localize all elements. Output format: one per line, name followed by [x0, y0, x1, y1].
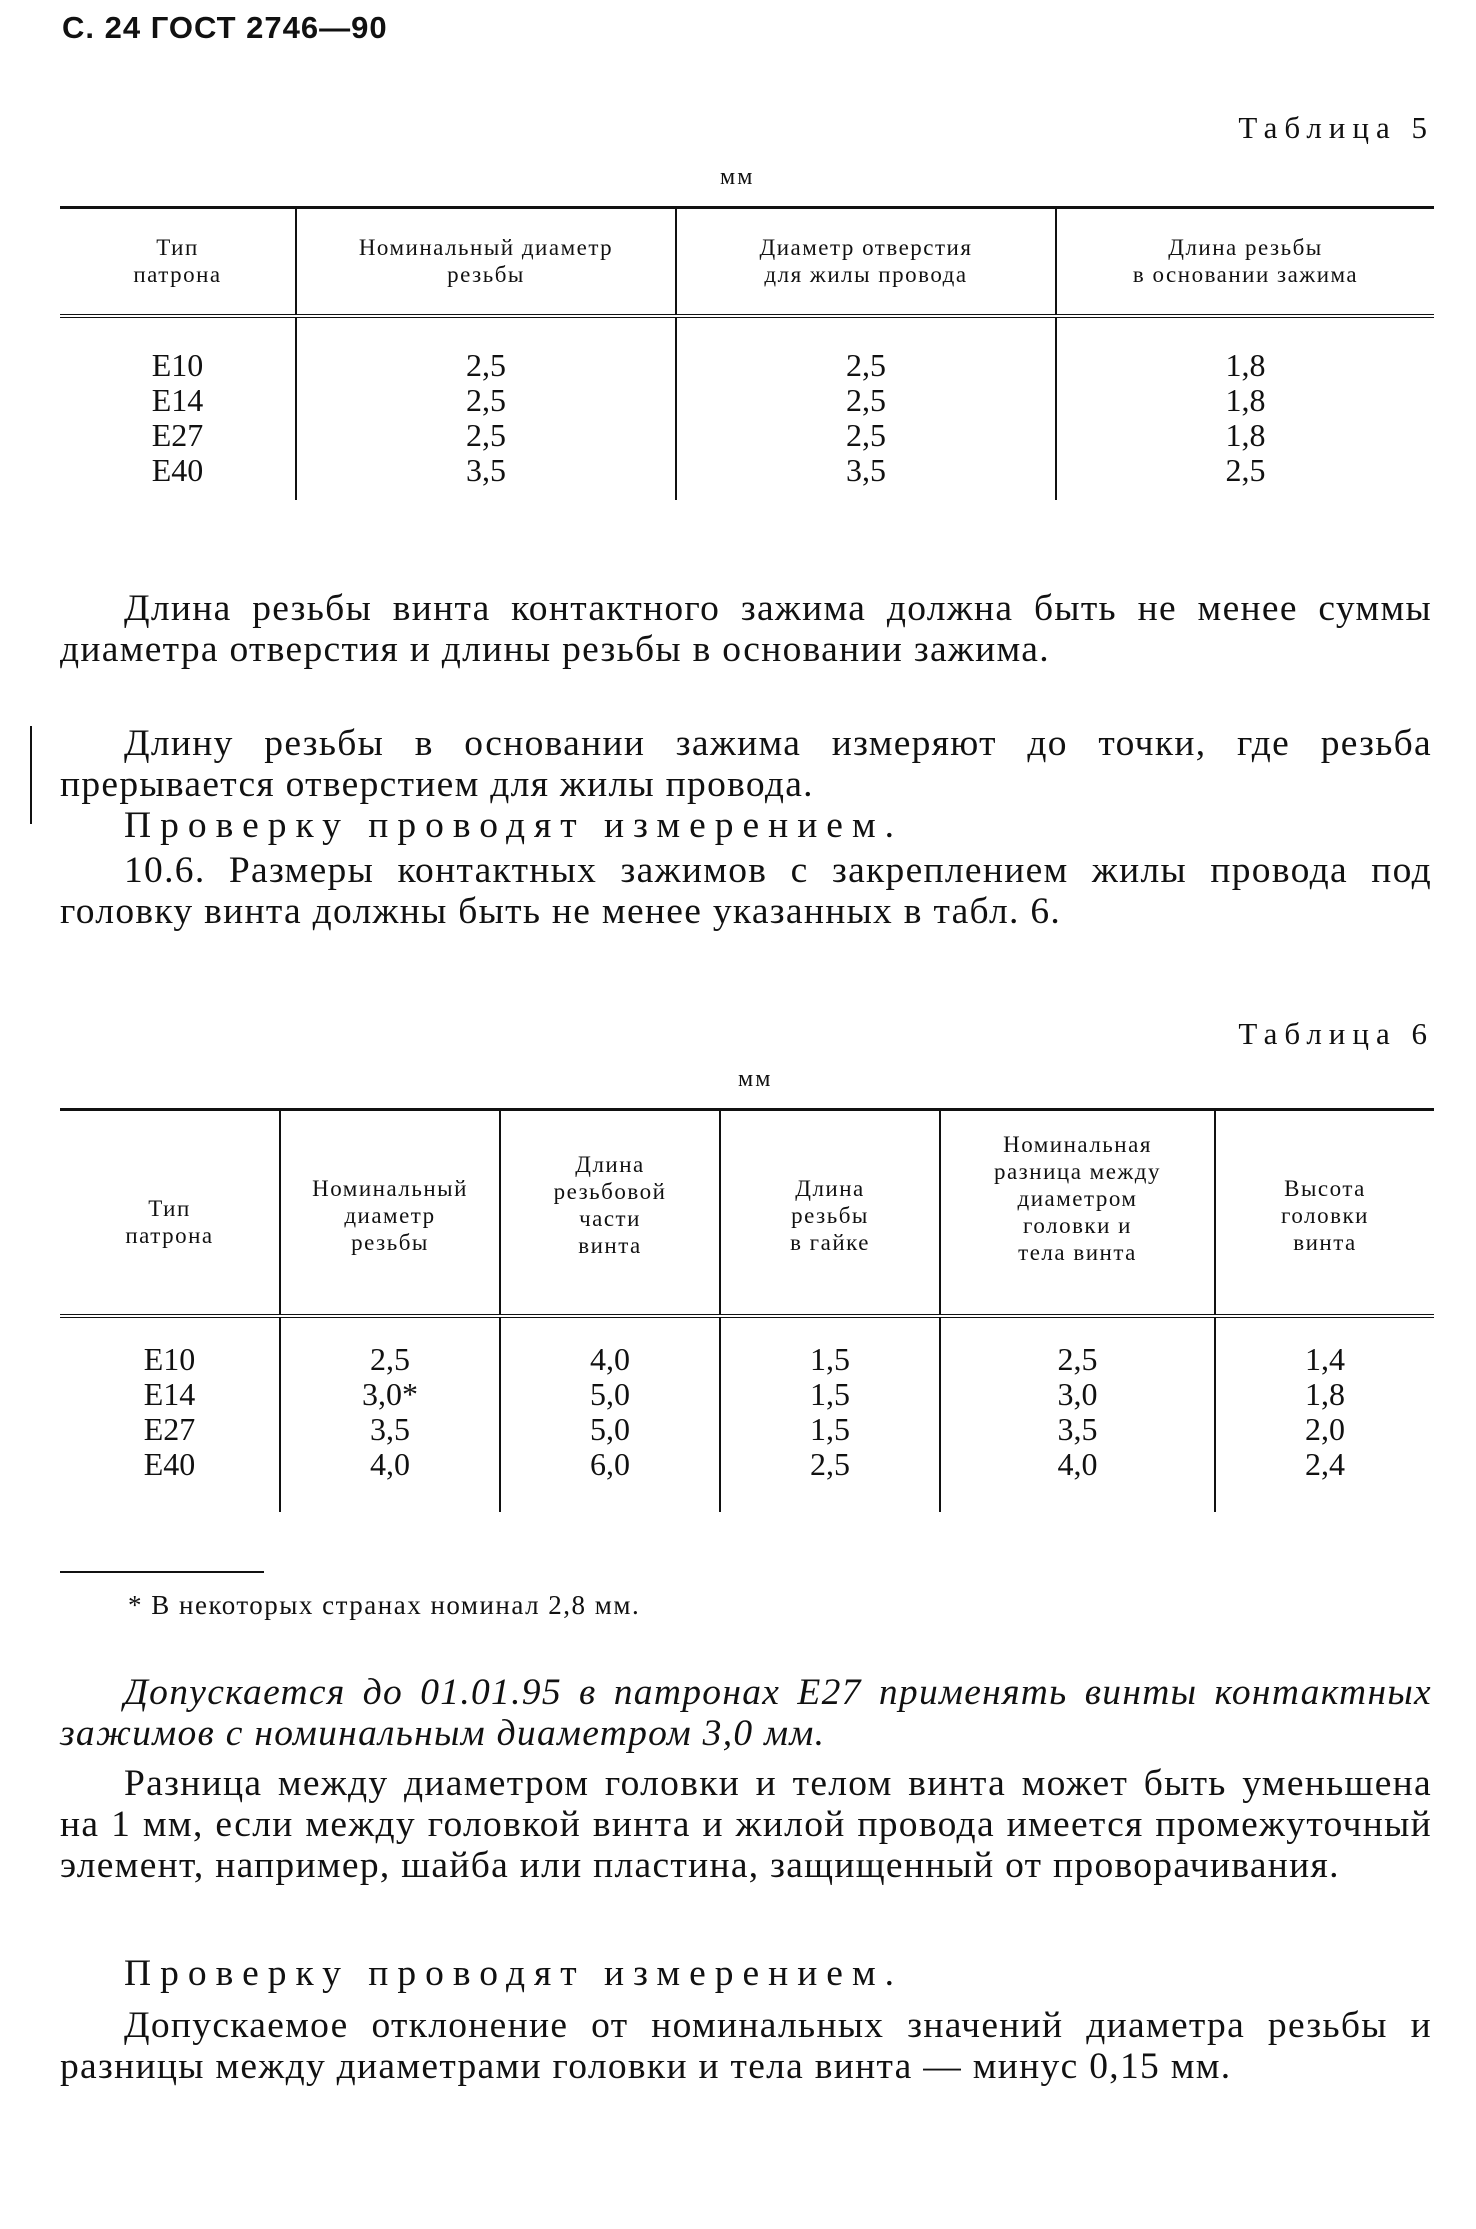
header-line: в гайке — [790, 1230, 870, 1255]
header-line: Диаметр отверстия — [759, 235, 973, 261]
table5-hole-diameter-column — [676, 316, 1056, 500]
table-cell: 3,0 — [1057, 1375, 1098, 1412]
header-line: Длина резьбы — [1168, 235, 1323, 261]
table-cell: 3,0* — [362, 1375, 418, 1412]
paragraph: Допускаемое отклонение от номинальных значений диаметра резьбы и разницы между диаметрами головки и тела винта — минус 0,15 мм. — [60, 2005, 1432, 2087]
table-cell: E10 — [151, 346, 204, 383]
table-cell: 1,8 — [1225, 346, 1266, 383]
table6-caption: Таблица 6 — [1238, 1016, 1434, 1051]
table-cell: 5,0 — [590, 1410, 630, 1447]
table-cell: 1,5 — [810, 1340, 850, 1377]
table-cell: E40 — [143, 1445, 196, 1482]
table-cell: 2,5 — [846, 416, 886, 453]
header-line: Тип — [148, 1196, 191, 1221]
table-cell: 1,8 — [1225, 381, 1266, 418]
table-cell: 4,0 — [590, 1340, 630, 1377]
header-line: резьбы — [351, 1230, 429, 1255]
table5-thread-diameter-column — [296, 316, 676, 500]
table-cell: 1,5 — [810, 1410, 850, 1447]
paragraph-clause-10-6: 10.6. Размеры контактных зажимов с закреплением жилы провода под головку винта должны быть не менее указанных в табл. 6. — [60, 850, 1432, 932]
table-cell: 1,8 — [1305, 1375, 1345, 1412]
table5-unit: мм — [720, 164, 755, 190]
table-cell: 6,0 — [590, 1445, 630, 1482]
table-cell: 2,5 — [846, 346, 886, 383]
table-cell: 2,4 — [1305, 1445, 1345, 1482]
header-line: Длина — [795, 1176, 865, 1201]
table6-type-column — [60, 1316, 280, 1512]
table6-threaded-part-length-column — [500, 1316, 720, 1512]
table-cell: 3,5 — [370, 1410, 410, 1447]
table-cell: 2,5 — [1057, 1340, 1098, 1377]
paragraph-italic-note: Допускается до 01.01.95 в патронах E27 применять винты контактных зажимов с номинальным диаметром 3,0 мм. — [60, 1672, 1432, 1754]
table-cell: 2,5 — [1225, 451, 1266, 488]
header-line: для жилы провода — [764, 262, 968, 288]
table-cell: 3,5 — [466, 451, 506, 488]
header-line: диаметр — [344, 1203, 436, 1228]
table6-head-body-difference-column — [940, 1316, 1215, 1512]
table-cell: 5,0 — [590, 1375, 630, 1412]
table6-thread-diameter-column — [280, 1316, 500, 1512]
table6-unit: мм — [738, 1066, 773, 1092]
header-line: резьбовой — [553, 1179, 667, 1204]
paragraph: Длина резьбы винта контактного зажима должна быть не менее суммы диаметра отверстия и длины резьбы в основании зажима. — [60, 588, 1432, 670]
header-line: патрона — [125, 1223, 214, 1248]
header-line: патрона — [133, 262, 222, 288]
table-cell: E27 — [151, 416, 204, 453]
table-cell: 2,5 — [370, 1340, 410, 1377]
table5-caption: Таблица 5 — [1238, 110, 1434, 145]
table6-col-head-height — [1215, 1110, 1434, 1316]
table6-head-height-column — [1215, 1316, 1434, 1512]
paragraph: Разница между диаметром головки и телом винта может быть уменьшена на 1 мм, если между головкой винта и жилой провода имеется промежуточный элемент, например, шайба или пластина, защищенный от проворачивания. — [60, 1763, 1432, 1886]
table5-col-thread-length — [1056, 208, 1434, 316]
table-cell: E40 — [151, 451, 204, 488]
header-line: разница между — [993, 1159, 1162, 1184]
header-line: резьбы — [791, 1203, 869, 1228]
table-cell: 3,5 — [846, 451, 886, 488]
table-row — [60, 1316, 1434, 1512]
header-line: в основании зажима — [1132, 262, 1359, 288]
header-line: Тип — [156, 235, 199, 261]
table5-header — [60, 208, 1434, 316]
table5-type-column — [60, 316, 296, 500]
footnote-rule — [60, 1571, 264, 1573]
header-line: тела винта — [1018, 1240, 1137, 1265]
table-cell: E14 — [151, 381, 204, 418]
table6-col-type — [60, 1110, 280, 1316]
margin-change-bar — [30, 726, 32, 824]
header-line: Номинальный диаметр — [358, 235, 614, 261]
table-cell: 3,5 — [1057, 1410, 1098, 1447]
table-cell: 1,8 — [1225, 416, 1266, 453]
table-cell: 2,5 — [466, 416, 506, 453]
header-line: Номинальный — [312, 1176, 468, 1201]
table6-col-head-body-difference — [940, 1110, 1215, 1316]
table-cell: 2,5 — [810, 1445, 850, 1482]
table-cell: 2,5 — [466, 381, 506, 418]
running-head: С. 24 ГОСТ 2746—90 — [62, 10, 388, 45]
table6-header — [60, 1110, 1434, 1316]
header-line: Высота — [1284, 1176, 1366, 1201]
header-line: резьбы — [447, 262, 525, 288]
header-line: Длина — [575, 1152, 645, 1177]
table6-col-thread-diameter — [280, 1110, 500, 1316]
table-cell: 4,0 — [1057, 1445, 1098, 1482]
table-cell: 2,5 — [466, 346, 506, 383]
table-cell: E10 — [143, 1340, 196, 1377]
header-line: Номинальная — [1003, 1132, 1152, 1157]
table-cell: E14 — [143, 1375, 196, 1412]
table-cell: 2,0 — [1305, 1410, 1345, 1447]
table5-thread-length-column — [1056, 316, 1434, 500]
table6-col-threaded-part-length — [500, 1110, 720, 1316]
paragraph: Длину резьбы в основании зажима измеряют до точки, где резьба прерывается отверстием для жилы провода. — [60, 723, 1432, 805]
table-cell: 1,5 — [810, 1375, 850, 1412]
header-line: головки и — [1023, 1213, 1132, 1238]
paragraph-check-method: Проверку проводят измерением. — [124, 805, 904, 846]
table-cell: 1,4 — [1305, 1340, 1345, 1377]
header-line: части — [579, 1206, 641, 1231]
table6-col-nut-thread-length — [720, 1110, 940, 1316]
header-line: головки — [1281, 1203, 1369, 1228]
table-row — [60, 316, 1434, 500]
table5-col-thread-diameter — [296, 208, 676, 316]
table5 — [60, 206, 1434, 500]
table-cell: 4,0 — [370, 1445, 410, 1482]
table6 — [60, 1108, 1434, 1512]
table6-nut-thread-length-column — [720, 1316, 940, 1512]
table5-col-type — [60, 208, 296, 316]
table-cell: E27 — [143, 1410, 196, 1447]
header-line: винта — [578, 1233, 642, 1258]
table5-col-hole-diameter — [676, 208, 1056, 316]
header-line: диаметром — [1017, 1186, 1138, 1211]
table-cell: 2,5 — [846, 381, 886, 418]
paragraph-check-method: Проверку проводят измерением. — [124, 1953, 904, 1994]
header-line: винта — [1293, 1230, 1357, 1255]
table6-footnote: * В некоторых странах номинал 2,8 мм. — [128, 1590, 641, 1620]
